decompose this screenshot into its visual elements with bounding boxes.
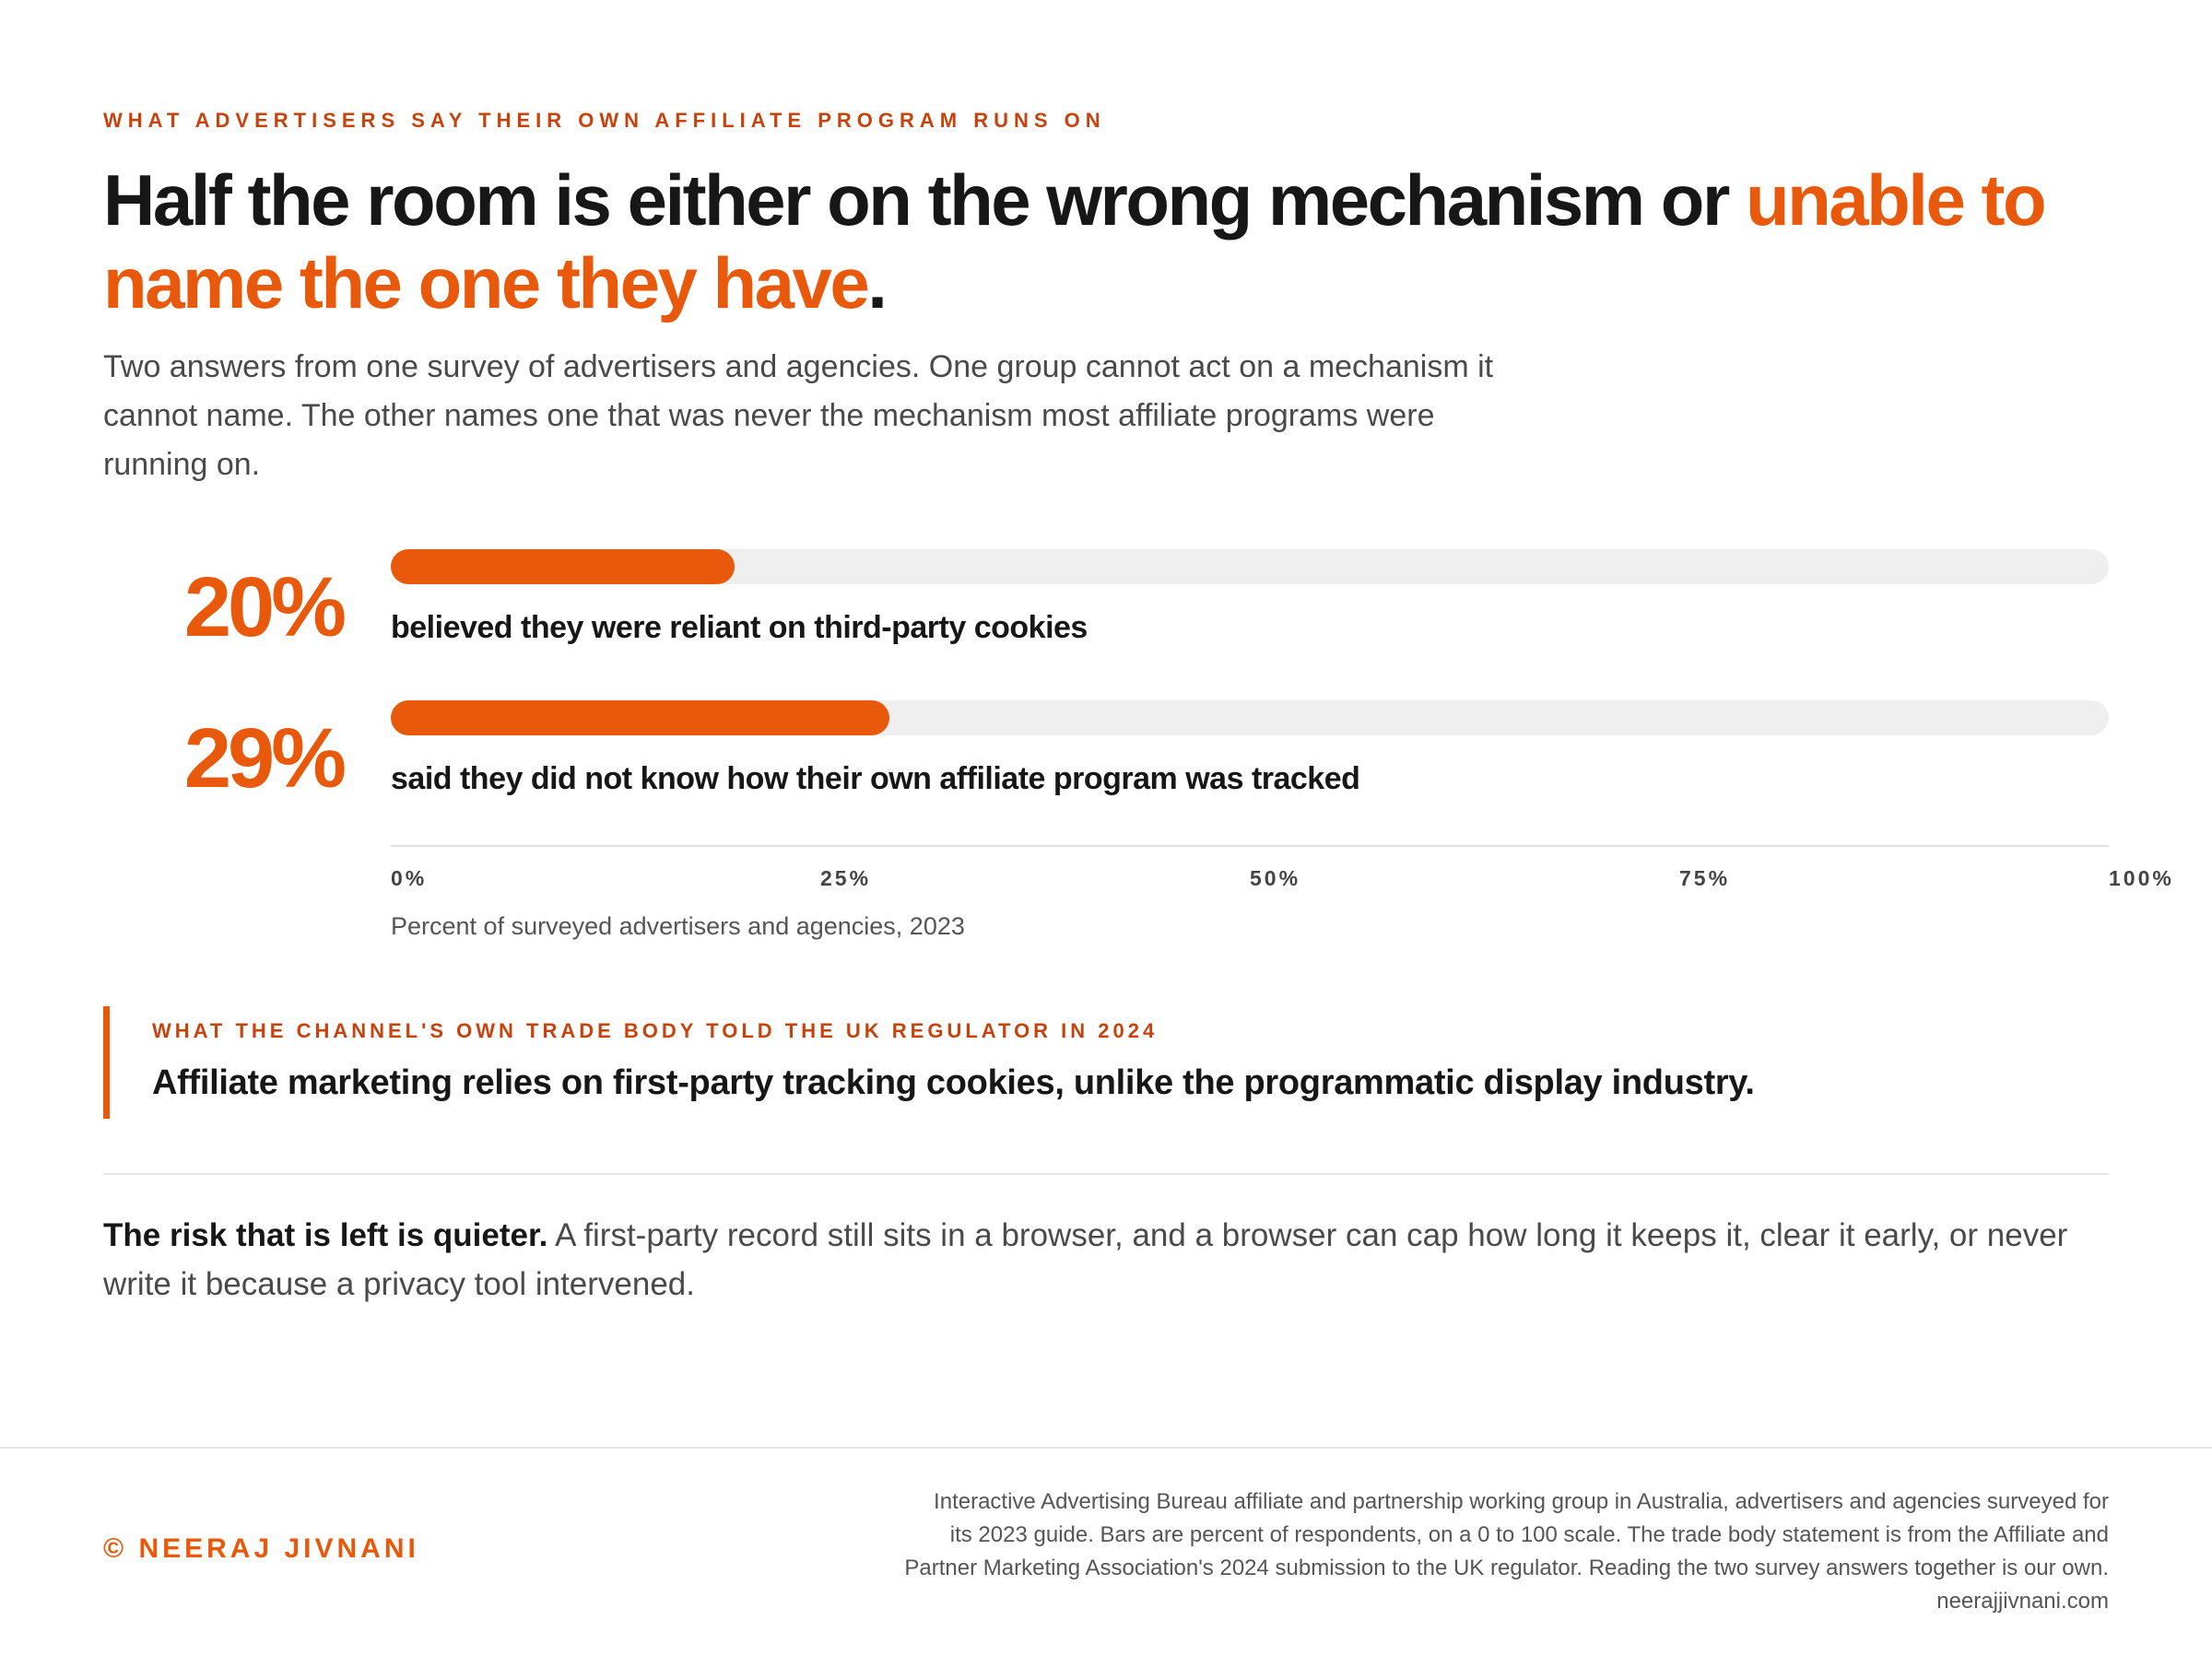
bar-track: [391, 700, 2109, 735]
x-tick-label: 75%: [1679, 866, 1731, 890]
source-line: Partner Marketing Association's 2024 submission to the UK regulator. Reading the two survey answers together is our own.: [904, 1556, 2109, 1580]
subtitle: Two answers from one survey of advertisers and agencies. One group cannot act on a mechanism it cannot name. The other names one that was never the mechanism most affiliate programs were running on.: [103, 349, 1494, 482]
x-tick-label: 100%: [2109, 866, 2174, 890]
headline-main: Half the room is either on the wrong mechanism or: [103, 159, 1746, 241]
x-tick-label: 0%: [391, 866, 428, 890]
x-tick-label: 50%: [1250, 866, 1301, 890]
bar-track: [391, 549, 2109, 584]
quote-text: Affiliate marketing relies on first-party tracking cookies, unlike the programmatic display industry.: [152, 1063, 1755, 1102]
bar-category-label: believed they were reliant on third-party cookies: [391, 610, 1088, 645]
source-link[interactable]: neerajjivnani.com: [1936, 1589, 2109, 1614]
bar-value-label: 20%: [183, 560, 343, 654]
quote-eyebrow: WHAT THE CHANNEL'S OWN TRADE BODY TOLD THE UK REGULATOR IN 2024: [152, 1019, 1159, 1042]
source-line: its 2023 guide. Bars are percent of respondents, on a 0 to 100 scale. The trade body statement is from the Affiliate and: [949, 1522, 2109, 1547]
bar-value-label: 29%: [183, 711, 343, 805]
footer-divider: [0, 1447, 2212, 1449]
headline-accent: unable to name the one they have: [103, 159, 2045, 323]
risk-lead: The risk that is left is quieter.: [103, 1217, 548, 1253]
bar-fill: [391, 700, 889, 735]
x-tick-label: 25%: [820, 866, 872, 890]
section-eyebrow: WHAT ADVERTISERS SAY THEIR OWN AFFILIATE PROGRAM RUNS ON: [103, 109, 1106, 132]
risk-body: A first-party record still sits in a browser, and a browser can cap how long it keeps it, clear it early, or never write it because a privacy tool intervened.: [103, 1217, 2068, 1302]
x-axis-line: [391, 845, 2109, 847]
bar-fill: [391, 549, 735, 584]
divider: [103, 1173, 2109, 1175]
page-title: [103, 159, 2112, 324]
source-note: [800, 1485, 2109, 1618]
trade-body-quote: [103, 1006, 2115, 1119]
risk-paragraph: [103, 1211, 2112, 1309]
copyright: © NEERAJ JIVNANI: [103, 1533, 419, 1564]
bar-category-label: said they did not know how their own affiliate program was tracked: [391, 761, 1360, 796]
headline-end: .: [867, 242, 886, 323]
source-line: Interactive Advertising Bureau affiliate and partnership working group in Australia, advertisers and agencies surveyed for: [934, 1489, 2109, 1514]
x-axis-label: Percent of surveyed advertisers and agencies, 2023: [391, 912, 965, 940]
